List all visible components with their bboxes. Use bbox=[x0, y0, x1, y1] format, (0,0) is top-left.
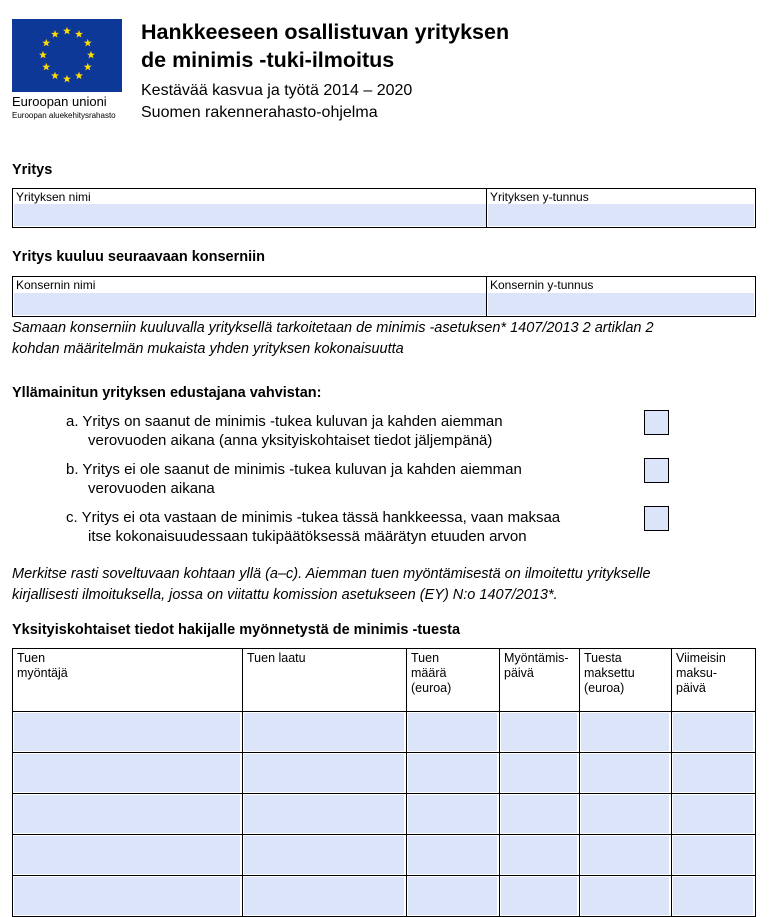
table-cell-input[interactable] bbox=[244, 877, 404, 915]
table-cell bbox=[13, 876, 243, 917]
column-header bbox=[580, 649, 672, 712]
table-cell-input[interactable] bbox=[581, 713, 669, 751]
eu-fund-name: Euroopan aluekehitysrahasto bbox=[12, 111, 116, 120]
option-a-checkbox[interactable] bbox=[644, 410, 669, 435]
table-row bbox=[13, 712, 756, 753]
table-cell-input[interactable] bbox=[14, 836, 240, 874]
subtitle-line-2: Suomen rakennerahasto-ohjelma bbox=[141, 104, 378, 121]
table-cell bbox=[243, 876, 407, 917]
details-section-title: Yksityiskohtaiset tiedot hakijalle myönnetystä de minimis -tuesta bbox=[12, 622, 461, 638]
group-id-label: Konsernin y-tunnus bbox=[490, 278, 594, 292]
eu-stars-icon bbox=[12, 19, 122, 92]
table-cell bbox=[580, 876, 672, 917]
option-b-line-1: b. Yritys ei ole saanut de minimis -tukea kuluvan ja kahden aiemman bbox=[66, 461, 522, 478]
column-header-line: Tuesta bbox=[584, 651, 622, 665]
column-header-line: maksu- bbox=[676, 666, 717, 680]
eu-star-icon bbox=[42, 39, 50, 47]
eu-star-icon bbox=[84, 39, 92, 47]
table-cell-input[interactable] bbox=[501, 713, 577, 751]
group-section-title: Yritys kuuluu seuraavaan konserniin bbox=[12, 249, 266, 265]
table-cell-input[interactable] bbox=[581, 836, 669, 874]
column-header bbox=[243, 649, 407, 712]
table-cell-input[interactable] bbox=[244, 754, 404, 792]
company-id-field bbox=[486, 188, 756, 228]
table-cell bbox=[13, 712, 243, 753]
confirm-note-line-1: Merkitse rasti soveltuvaan kohtaan yllä (a–c). Aiemman tuen myöntämisestä on ilmoitettu yritykselle bbox=[12, 566, 651, 582]
column-header-line: Myöntämis- bbox=[504, 651, 569, 665]
subtitle-line-1: Kestävää kasvua ja työtä 2014 – 2020 bbox=[141, 82, 413, 99]
company-name-field bbox=[12, 188, 488, 228]
eu-star-icon bbox=[84, 63, 92, 71]
table-cell bbox=[407, 794, 500, 835]
table-cell bbox=[672, 835, 756, 876]
table-cell bbox=[407, 835, 500, 876]
table-cell bbox=[407, 753, 500, 794]
table-cell bbox=[243, 753, 407, 794]
group-note-line-1: Samaan konserniin kuuluvalla yrityksellä tarkoitetaan de minimis -asetuksen* 1407/2013 2 artiklan 2 bbox=[12, 320, 654, 336]
table-cell bbox=[672, 794, 756, 835]
option-a-text bbox=[66, 412, 503, 450]
eu-star-icon bbox=[63, 75, 71, 83]
table-cell-input[interactable] bbox=[673, 795, 753, 833]
table-cell-input[interactable] bbox=[581, 795, 669, 833]
table-cell bbox=[243, 712, 407, 753]
table-cell-input[interactable] bbox=[244, 795, 404, 833]
eu-star-icon bbox=[51, 72, 59, 80]
column-header-line: maksettu bbox=[584, 666, 635, 680]
column-header-line: määrä bbox=[411, 666, 447, 680]
group-id-field bbox=[486, 276, 756, 317]
option-b-checkbox[interactable] bbox=[644, 458, 669, 483]
group-note bbox=[12, 318, 654, 360]
table-cell bbox=[580, 712, 672, 753]
table-cell-input[interactable] bbox=[581, 877, 669, 915]
table-cell bbox=[407, 876, 500, 917]
table-cell bbox=[672, 876, 756, 917]
table-cell bbox=[672, 753, 756, 794]
column-header bbox=[672, 649, 756, 712]
table-cell-input[interactable] bbox=[673, 754, 753, 792]
table-cell bbox=[672, 712, 756, 753]
column-header-line: Tuen bbox=[411, 651, 440, 665]
details-body bbox=[13, 712, 756, 917]
table-cell-input[interactable] bbox=[501, 877, 577, 915]
column-header-line: Viimeisin bbox=[676, 651, 726, 665]
details-table bbox=[12, 648, 756, 917]
eu-star-icon bbox=[39, 51, 47, 59]
table-row bbox=[13, 876, 756, 917]
table-cell-input[interactable] bbox=[244, 836, 404, 874]
column-header-line: (euroa) bbox=[411, 681, 452, 695]
group-id-input[interactable] bbox=[488, 293, 754, 315]
eu-star-icon bbox=[87, 51, 95, 59]
option-b-line-2: verovuoden aikana bbox=[88, 480, 215, 497]
table-cell-input[interactable] bbox=[501, 754, 577, 792]
column-header-line: Tuen bbox=[17, 651, 46, 665]
group-name-field bbox=[12, 276, 488, 317]
column-header-line: päivä bbox=[676, 681, 706, 695]
table-cell bbox=[13, 753, 243, 794]
confirm-note-line-2: kirjallisesti ilmoituksella, jossa on viitattu komission asetukseen (EY) N:o 1407/2013*. bbox=[12, 587, 558, 603]
title-line-1: Hankkeeseen osallistuvan yrityksen bbox=[141, 20, 510, 44]
column-header-line: (euroa) bbox=[584, 681, 625, 695]
column-header bbox=[500, 649, 580, 712]
table-cell bbox=[500, 794, 580, 835]
table-cell-input[interactable] bbox=[673, 713, 753, 751]
option-b-text bbox=[66, 460, 522, 498]
table-cell bbox=[13, 794, 243, 835]
table-cell-input[interactable] bbox=[501, 836, 577, 874]
company-id-label: Yrityksen y-tunnus bbox=[490, 190, 589, 204]
option-c-text bbox=[66, 508, 560, 546]
eu-name: Euroopan unioni bbox=[12, 94, 107, 109]
table-cell bbox=[500, 712, 580, 753]
column-header bbox=[407, 649, 500, 712]
table-cell bbox=[13, 835, 243, 876]
group-note-line-2: kohdan määritelmän mukaista yhden yrityksen kokonaisuutta bbox=[12, 341, 404, 357]
group-name-input[interactable] bbox=[14, 293, 486, 315]
table-cell bbox=[500, 835, 580, 876]
company-id-input[interactable] bbox=[488, 204, 754, 226]
confirm-note bbox=[12, 564, 651, 606]
table-cell-input[interactable] bbox=[408, 795, 497, 833]
page-title bbox=[141, 18, 509, 74]
table-cell-input[interactable] bbox=[673, 836, 753, 874]
table-cell-input[interactable] bbox=[14, 754, 240, 792]
option-a-line-1: a. Yritys on saanut de minimis -tukea kuluvan ja kahden aiemman bbox=[66, 413, 503, 430]
table-cell-input[interactable] bbox=[408, 713, 497, 751]
option-c-line-2: itse kokonaisuudessaan tukipäätöksessä määrätyn etuuden arvon bbox=[88, 528, 527, 545]
table-cell-input[interactable] bbox=[408, 836, 497, 874]
table-cell-input[interactable] bbox=[501, 795, 577, 833]
eu-star-icon bbox=[51, 30, 59, 38]
eu-star-icon bbox=[42, 63, 50, 71]
table-row bbox=[13, 753, 756, 794]
option-a-line-2: verovuoden aikana (anna yksityiskohtaiset tiedot jäljempänä) bbox=[88, 432, 493, 449]
table-cell-input[interactable] bbox=[408, 877, 497, 915]
table-cell bbox=[580, 835, 672, 876]
company-name-label: Yrityksen nimi bbox=[16, 190, 91, 204]
table-cell-input[interactable] bbox=[14, 877, 240, 915]
table-cell bbox=[500, 876, 580, 917]
company-section-title: Yritys bbox=[12, 162, 53, 178]
company-name-input[interactable] bbox=[14, 204, 486, 226]
details-header-row bbox=[13, 649, 756, 712]
table-cell-input[interactable] bbox=[673, 877, 753, 915]
table-cell-input[interactable] bbox=[14, 795, 240, 833]
eu-star-icon bbox=[63, 27, 71, 35]
eu-star-icon bbox=[75, 30, 83, 38]
column-header bbox=[13, 649, 243, 712]
table-cell bbox=[500, 753, 580, 794]
table-cell-input[interactable] bbox=[244, 713, 404, 751]
table-cell bbox=[407, 712, 500, 753]
table-cell-input[interactable] bbox=[408, 754, 497, 792]
table-row bbox=[13, 835, 756, 876]
title-line-2: de minimis -tuki-ilmoitus bbox=[141, 48, 395, 72]
table-row bbox=[13, 794, 756, 835]
table-cell-input[interactable] bbox=[581, 754, 669, 792]
table-cell bbox=[580, 753, 672, 794]
option-c-line-1: c. Yritys ei ota vastaan de minimis -tukea tässä hankkeessa, vaan maksaa bbox=[66, 509, 561, 526]
table-cell bbox=[243, 794, 407, 835]
eu-flag-logo bbox=[12, 19, 122, 92]
column-header-line: päivä bbox=[504, 666, 534, 680]
table-cell bbox=[243, 835, 407, 876]
page-subtitle bbox=[141, 80, 412, 124]
column-header-line: myöntäjä bbox=[17, 666, 68, 680]
table-cell bbox=[580, 794, 672, 835]
group-name-label: Konsernin nimi bbox=[16, 278, 96, 292]
table-cell-input[interactable] bbox=[14, 713, 240, 751]
option-c-checkbox[interactable] bbox=[644, 506, 669, 531]
eu-star-icon bbox=[75, 72, 83, 80]
column-header-line: Tuen laatu bbox=[247, 651, 306, 665]
confirm-section-title: Yllämainitun yrityksen edustajana vahvistan: bbox=[12, 385, 322, 401]
